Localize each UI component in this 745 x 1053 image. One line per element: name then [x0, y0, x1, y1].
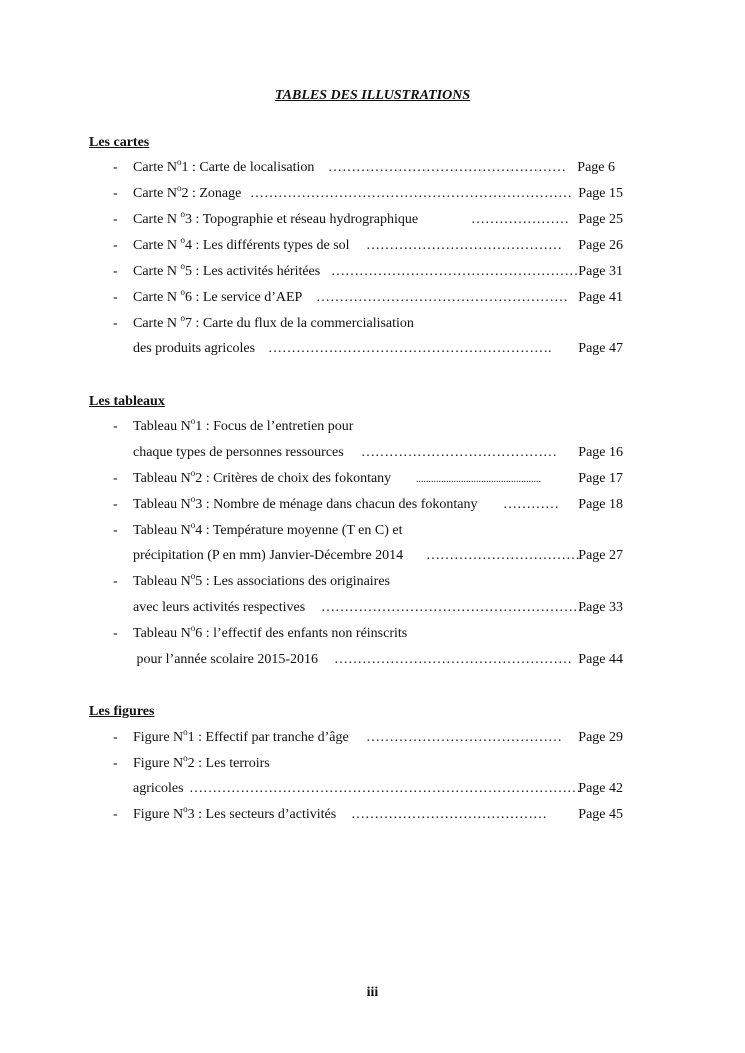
page-reference: Page 42 — [578, 781, 623, 796]
toc-entry-continuation: précipitation (P en mm) Janvier-Décembre 2014 …………………………… Page 27 — [133, 548, 623, 563]
list-dash: - — [113, 316, 118, 331]
page-reference: Page 29 — [578, 730, 623, 745]
list-dash: - — [113, 186, 118, 201]
dot-leader: …………………………………… — [351, 807, 547, 822]
list-dash: - — [113, 730, 118, 745]
page-reference: Page 17 — [578, 471, 623, 486]
toc-entry-continuation: chaque types de personnes ressources …………………………………… Page 16 — [133, 445, 623, 460]
list-dash: - — [113, 290, 118, 305]
page-reference: Page 26 — [578, 238, 623, 253]
dot-leader: …………………………………… — [366, 730, 562, 745]
dot-leader: ……………………………………………… — [331, 264, 583, 279]
dot-leader: …………………………………… — [366, 238, 562, 253]
dot-leader: …………………………………………… — [334, 652, 572, 667]
page-reference: Page 27 — [578, 548, 623, 563]
list-dash: - — [113, 497, 118, 512]
toc-entry: Figure $N^o1$ : Effectif par tranche d’âge …………………………………… Page 29 — [133, 727, 623, 745]
dot-leader: ……………………………………………………. — [268, 341, 552, 356]
page-reference: Page 31 — [578, 264, 623, 279]
page-reference: Page 33 — [578, 600, 623, 615]
toc-entry: Carte N $^o$7 : Carte du flux de la commercialisation — [133, 313, 414, 331]
list-dash: - — [113, 419, 118, 434]
toc-entry: Carte $N^o1$ : Carte de localisation …………………………………………… Page 6 — [133, 157, 615, 175]
list-dash: - — [113, 471, 118, 486]
toc-entry: Carte N $^o$3 : Topographie et réseau hydrographique ………………… Page 25 — [133, 209, 623, 227]
dot-leader: …………………………… — [426, 548, 580, 563]
toc-entry: Carte N $^o$5 : Les activités héritées ……………………………………………… Page 31 — [133, 261, 623, 279]
toc-entry-continuation: agricoles ………………………………………………………………………… Page 42 — [133, 781, 623, 796]
list-dash: - — [113, 160, 118, 175]
toc-entry: Figure $N^o3$ : Les secteurs d’activités …………………………………… Page 45 — [133, 804, 623, 822]
toc-entry: Tableau $N^o2$ : Critères de choix des fokontany .................................................. Page 17 — [133, 468, 623, 486]
list-dash: - — [113, 212, 118, 227]
toc-entry: Tableau $N^o5$ : Les associations des originaires — [133, 571, 391, 589]
list-dash: - — [113, 264, 118, 279]
page-reference: Page 6 — [577, 160, 615, 175]
toc-entry: Tableau $N^o1$ : Focus de l’entretien pour — [133, 416, 354, 434]
page-reference: Page 18 — [578, 497, 623, 512]
dot-leader: ………………………………………………… — [321, 600, 587, 615]
dot-leader: ………… — [503, 497, 559, 512]
toc-entry: Carte N $^o$6 : Le service d’AEP ……………………………………………… Page 41 — [133, 287, 623, 305]
dot-leader: …………………………………………………………… — [250, 186, 572, 201]
page-reference: Page 16 — [578, 445, 623, 460]
dot-leader: ……………………………………………… — [316, 290, 568, 305]
section-heading-tableaux: Les tableaux — [89, 394, 165, 409]
toc-entry: Tableau $N^o3$ : Nombre de ménage dans chacun des fokontany ………… Page 18 — [133, 494, 623, 512]
page-reference: Page 25 — [578, 212, 623, 227]
dot-leader: …………………………………………… — [328, 160, 566, 175]
toc-entry: Tableau $N^o4$ : Température moyenne (T en C) et — [133, 520, 403, 538]
dot-leader: ………………………………………………………………………… — [189, 781, 581, 796]
toc-entry: Carte N $^o$4 : Les différents types de sol …………………………………… Page 26 — [133, 235, 623, 253]
list-dash: - — [113, 523, 118, 538]
page-reference: Page 44 — [578, 652, 623, 667]
toc-entry-continuation: avec leurs activités respectives ………………………………………………… Page 33 — [133, 600, 623, 615]
dot-leader: ………………… — [471, 212, 569, 227]
page-title: TABLES DES ILLUSTRATIONS — [274, 88, 471, 103]
list-dash: - — [113, 807, 118, 822]
list-dash: - — [113, 238, 118, 253]
section-heading-figures: Les figures — [89, 704, 155, 719]
list-dash: - — [113, 756, 118, 771]
toc-entry-continuation: pour l’année scolaire 2015-2016 …………………………………………… Page 44 — [133, 652, 623, 667]
dot-leader: …………………………………… — [361, 445, 557, 460]
page-reference: Page 41 — [578, 290, 623, 305]
dot-leader: .................................................. — [416, 474, 541, 485]
toc-entry: Carte $N^o2$ : Zonage …………………………………………………………… Page 15 — [133, 183, 623, 201]
page-reference: Page 45 — [578, 807, 623, 822]
list-dash: - — [113, 574, 118, 589]
toc-entry-continuation: des produits agricoles ……………………………………………………. Page 47 — [133, 341, 623, 356]
list-dash: - — [113, 626, 118, 641]
page-number: iii — [366, 985, 379, 1000]
page-reference: Page 15 — [578, 186, 623, 201]
page-reference: Page 47 — [578, 341, 623, 356]
toc-entry: Figure $N^o2$ : Les terroirs — [133, 753, 270, 771]
toc-entry: Tableau $N^o6$ : l’effectif des enfants non réinscrits — [133, 623, 408, 641]
section-heading-cartes: Les cartes — [89, 135, 150, 150]
